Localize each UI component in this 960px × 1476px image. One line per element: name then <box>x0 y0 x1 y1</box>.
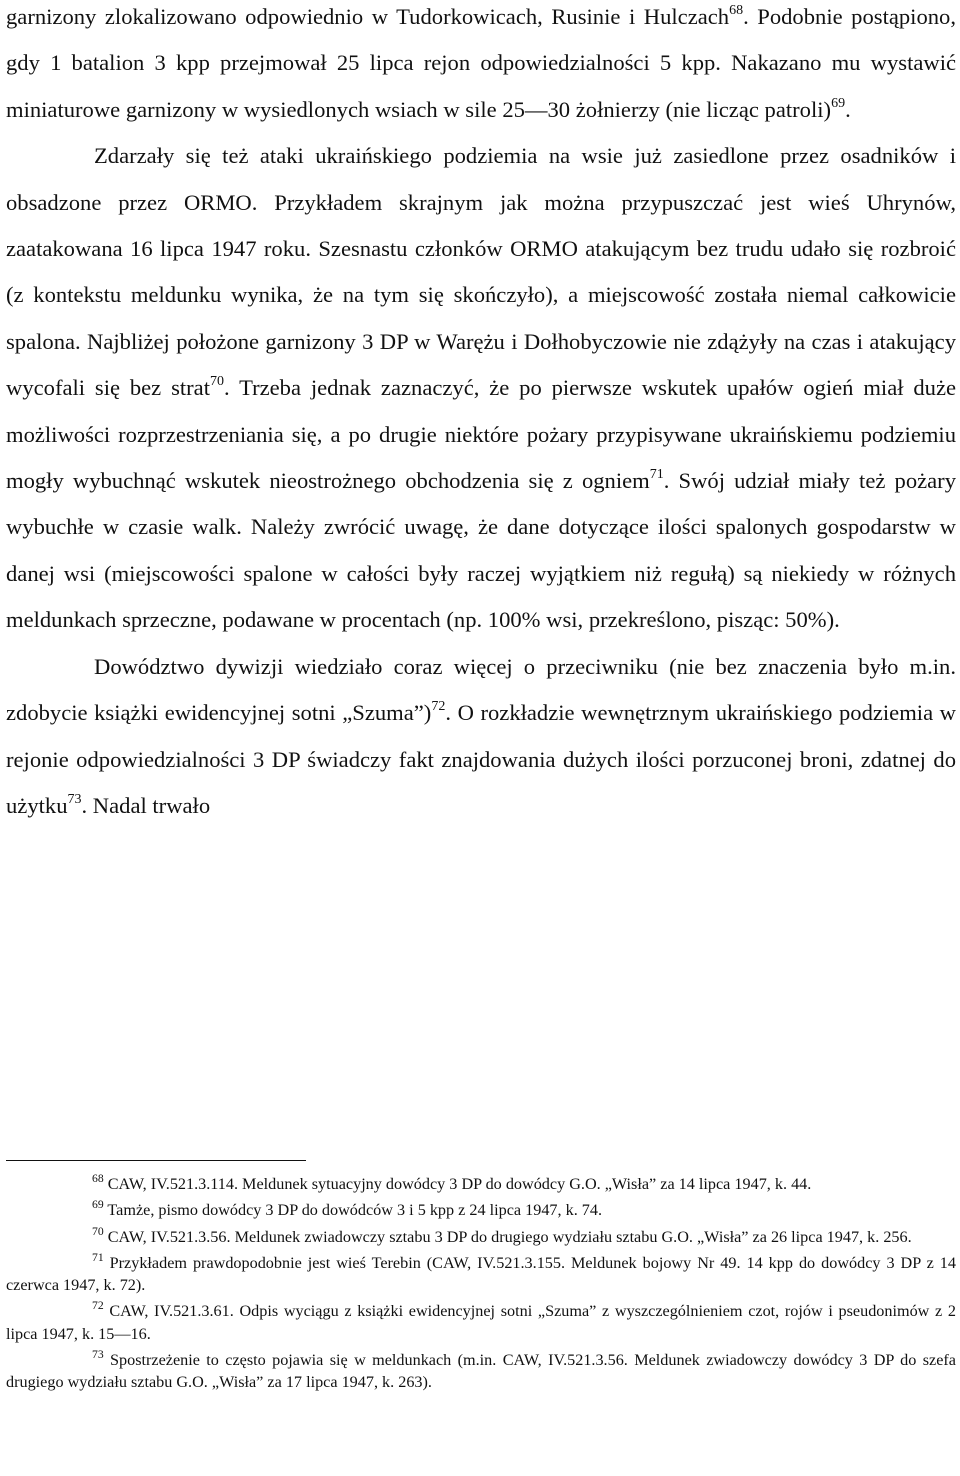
text-run: . Swój udział miały też pożary wybuchłe w czasie walk. Należy zwrócić uwagę, że dane dotyczące ilości spalonych gospodarstw w danej wsi (miejscowości spalone w całości były raczej wyjątkiem niż regułą) są niekiedy w różnych meldunkach sprzeczne, podawane w procentach (np. 100% wsi, przekreślono, pisząc: 50%). <box>6 468 957 633</box>
footnote-ref-73[interactable]: 73 <box>67 791 82 807</box>
paragraph-3 <box>6 644 956 830</box>
paragraph-1 <box>6 0 956 133</box>
footnote-text: Tamże, pismo dowódcy 3 DP do dowódców 3 i 5 kpp z 24 lipca 1947, k. 74. <box>103 1201 603 1220</box>
footnote-text: CAW, IV.521.3.56. Meldunek zwiadowczy sztabu 3 DP do drugiego wydziału sztabu G.O. „Wisła” za 26 lipca 1947, k. 256. <box>103 1227 912 1246</box>
footnote-number: 68 <box>92 1172 104 1186</box>
main-text <box>6 0 956 829</box>
footnote-72 <box>6 1300 956 1345</box>
footnote-divider <box>6 1160 306 1161</box>
footnote-number: 70 <box>92 1224 104 1238</box>
footnote-text: CAW, IV.521.3.114. Meldunek sytuacyjny dowódcy 3 DP do dowódcy G.O. „Wisła” za 14 lipca 1947, k. 44. <box>103 1175 812 1193</box>
footnote-ref-70[interactable]: 70 <box>209 374 224 390</box>
footnote-ref-72[interactable]: 72 <box>431 699 446 715</box>
text-run: Zdarzały się też ataki ukraińskiego podziemia na wsie już zasiedlone przez osadników i obsadzone przez ORMO. Przykładem skrajnym jak można przypuszczać jest wieś Uhrynów, zaatakowana 16 lipca 1947 roku. Szesnastu członków ORMO atakującym bez trudu udało się rozbroić (z kontekstu meldunku wynika, że na tym się skończyło), a miejscowość została niemal całkowicie spalona. Najbliżej położone garnizony 3 DP w Warężu i Dołhobyczowie nie zdążyły na czas i atakujący wycofali się bez strat <box>6 143 956 401</box>
footnotes-section <box>6 1160 956 1394</box>
footnote-text: CAW, IV.521.3.61. Odpis wyciągu z książki ewidencyjnej sotni „Szuma” z wyszczególnieniem czot, rojów i pseudonimów z 2 lipca 1947, k. 15—16. <box>6 1302 956 1343</box>
footnote-ref-68[interactable]: 68 <box>729 2 744 18</box>
text-run: . O rozkładzie wewnętrznym ukraińskiego podziemia w rejonie odpowiedzialności 3 DP świadczy fakt znajdowania dużych ilości porzuconej broni, zdatnej do użytku <box>6 700 956 818</box>
footnote-ref-69[interactable]: 69 <box>831 95 846 111</box>
footnote-69 <box>6 1199 956 1221</box>
text-run: . Nadal trwało <box>81 792 211 818</box>
footnote-68 <box>6 1173 956 1195</box>
footnote-70 <box>6 1226 956 1248</box>
footnote-73 <box>6 1349 956 1394</box>
text-run: . <box>845 96 851 122</box>
text-run: garnizony zlokalizowano odpowiednio w Tudorkowicach, Rusinie i Hulczach <box>6 4 730 29</box>
footnote-number: 71 <box>92 1250 104 1264</box>
footnote-number: 69 <box>92 1198 104 1212</box>
paragraph-2 <box>6 133 956 643</box>
text-run: . Podobnie postąpiono, gdy 1 batalion 3 kpp przejmował 25 lipca rejon odpowiedzialności 5 kpp. Nakazano mu wystawić miniaturowe garnizony w wysiedlonych wsiach w sile 25—30 żołnierzy (nie licząc patroli) <box>6 4 956 122</box>
footnote-number: 72 <box>92 1299 104 1313</box>
footnote-text: Przykładem prawdopodobnie jest wieś Terebin (CAW, IV.521.3.155. Meldunek bojowy Nr 49. 14 kpp do dowódcy 3 DP z 14 czerwca 1947, k. 72). <box>6 1253 956 1295</box>
footnote-text: Spostrzeżenie to często pojawia się w meldunkach (m.in. CAW, IV.521.3.56. Meldunek zwiadowczy dowódcy 3 DP do szefa drugiego wydziału sztabu G.O. „Wisła” za 17 lipca 1947, k. 263). <box>6 1351 956 1392</box>
footnote-71 <box>6 1252 956 1297</box>
text-run: Dowództwo dywizji wiedziało coraz więcej o przeciwniku (nie bez znaczenia było m.in. zdobycie książki ewidencyjnej sotni „Szuma”) <box>6 653 956 726</box>
text-run: . Trzeba jednak zaznaczyć, że po pierwsze wskutek upałów ogień miał duże możliwości rozprzestrzeniania się, a po drugie niektóre pożary przypisywane ukraińskiemu podziemiu mogły wybuchnąć wskutek nieostrożnego obchodzenia się z ogniem <box>6 375 957 494</box>
page-body <box>6 0 956 829</box>
footnote-number: 73 <box>92 1348 104 1362</box>
footnote-ref-71[interactable]: 71 <box>649 466 664 482</box>
